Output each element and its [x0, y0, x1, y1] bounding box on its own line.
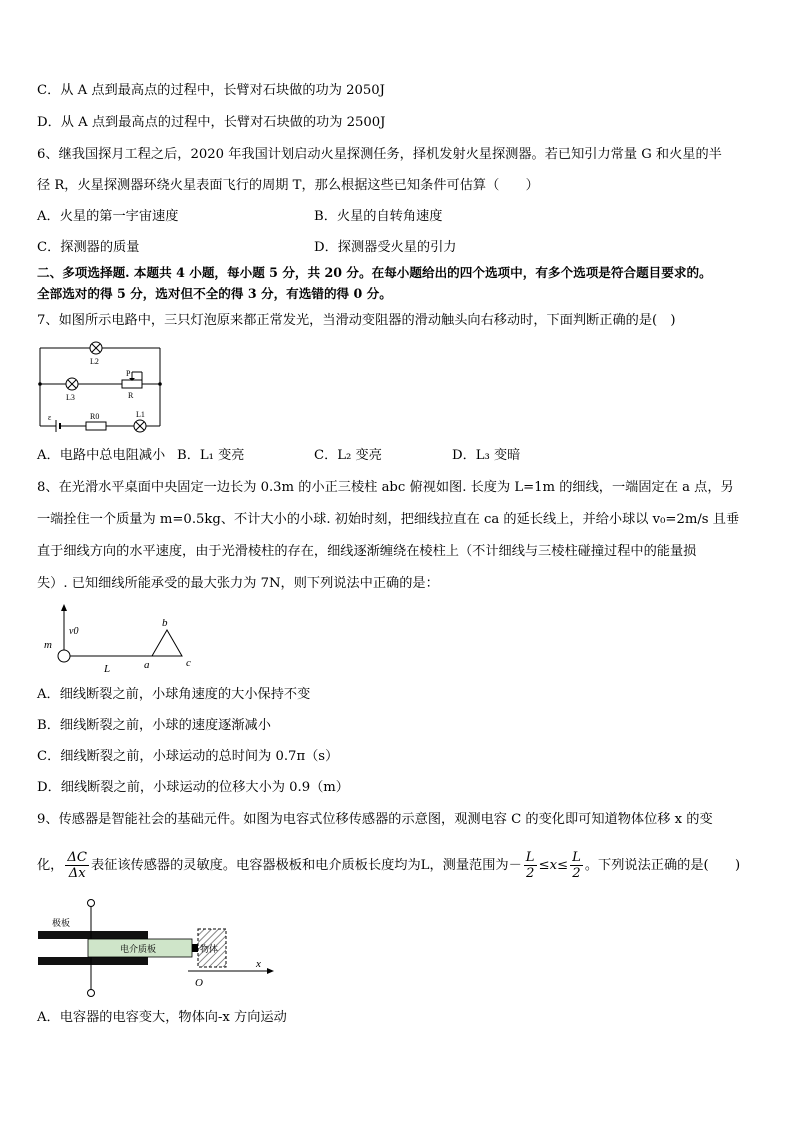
- q8-label-b: b: [162, 617, 168, 629]
- q9-frac2-numerator: L: [525, 850, 535, 865]
- q8-prism-diagram: [40, 604, 200, 674]
- q9-range-middle: ≤x≤: [538, 858, 569, 873]
- q6-stem-line-1: 6、继我国探月工程之后，2020 年我国计划启动火星探测任务，择机发射火星探测器。若已知引力常量 G 和火星的半: [37, 147, 722, 162]
- q7-circuit-diagram: [30, 336, 170, 441]
- q9-option-a: A．电容器的电容变大，物体向-x 方向运动: [37, 1010, 287, 1025]
- q6-option-d: D．探测器受火星的引力: [314, 240, 457, 255]
- q7-label-emf: ε: [48, 413, 52, 422]
- q8-stem-line-4: 失）. 已知细线所能承受的最大张力为 7N，则下列说法中正确的是：: [37, 576, 439, 591]
- q8-label-l: L: [104, 663, 111, 675]
- q6-option-b: B．火星的自转角速度: [314, 209, 443, 224]
- q9-text-mid: 表征该传感器的灵敏度。电容器极板和电介质板长度均为L，测量范围为－: [91, 858, 522, 873]
- q9-frac3-numerator: L: [572, 850, 581, 865]
- q7-option-d: D．L₃ 变暗: [452, 448, 521, 463]
- q7-option-a: A．电路中总电阻减小: [37, 448, 166, 463]
- q8-stem-line-2: 一端拴住一个质量为 m=0.5kg、不计大小的小球. 初始时刻，把细线拉直在 ca 的延长线上，并给小球以 v₀=2m/s 且垂: [37, 512, 740, 527]
- q9-label-dielectric: 电介质板: [120, 944, 157, 954]
- q8-stem-line-1: 8、在光滑水平桌面中央固定一边长为 0.3m 的小正三棱柱 abc 俯视如图. 长度为 L=1m 的细线，一端固定在 a 点，另: [37, 480, 734, 495]
- q6-option-a: A．火星的第一宇宙速度: [37, 209, 179, 224]
- q8-label-m: m: [44, 639, 52, 651]
- q9-label-x-axis: x: [256, 958, 261, 970]
- q7-label-r: R: [128, 391, 134, 400]
- q8-option-d: D．细线断裂之前，小球运动的位移大小为 0.9（m）: [37, 780, 349, 795]
- q8-label-v0: v0: [69, 626, 79, 637]
- q7-label-p: P: [126, 369, 131, 378]
- q9-frac1-denominator: Δx: [68, 866, 86, 881]
- q9-frac1-numerator: ΔC: [67, 850, 87, 865]
- q6-stem-line-2: 径 R，火星探测器环绕火星表面飞行的周期 T，那么根据这些已知条件可估算（ ）: [37, 178, 539, 193]
- q7-stem: 7、如图所示电路中，三只灯泡原来都正常发光，当滑动变阻器的滑动触头向右移动时，下面判断正确的是( ): [37, 313, 676, 328]
- q9-text-pre: 化，: [37, 858, 64, 873]
- q8-option-b: B．细线断裂之前，小球的速度逐渐减小: [37, 718, 271, 733]
- q5-option-c: C．从 A 点到最高点的过程中，长臂对石块做的功为 2050J: [37, 83, 385, 98]
- q9-range-lower-fraction: [524, 850, 537, 881]
- q9-stem-line-1: 9、传感器是智能社会的基础元件。如图为电容式位移传感器的示意图，观测电容 C 的变化即可知道物体位移 x 的变: [37, 812, 713, 827]
- section2-heading-line-2: 全部选对的得 5 分，选对但不全的得 3 分，有选错的得 0 分。: [37, 286, 392, 301]
- section2-heading-line-1: 二、多项选择题. 本题共 4 小题，每小题 5 分，共 20 分。在每小题给出的四个选项中，有多个选项是符合题目要求的。: [37, 265, 712, 280]
- q9-frac3-denominator: 2: [572, 866, 581, 881]
- q9-label-plate: 极板: [52, 918, 71, 928]
- q7-label-l1: L1: [136, 410, 145, 419]
- q6-option-c: C．探测器的质量: [37, 240, 140, 255]
- q8-option-a: A．细线断裂之前，小球角速度的大小保持不变: [37, 687, 311, 702]
- q8-option-c: C．细线断裂之前，小球运动的总时间为 0.7π（s）: [37, 749, 339, 764]
- q8-stem-line-3: 直于细线方向的水平速度，由于光滑棱柱的存在，细线逐渐缠绕在棱柱上（不计细线与三棱柱碰撞过程中的能量损: [37, 544, 697, 559]
- q7-label-r0: R0: [90, 412, 100, 421]
- q9-label-origin: O: [195, 977, 203, 989]
- q7-option-b: B．L₁ 变亮: [177, 448, 245, 463]
- q8-label-a: a: [144, 659, 150, 671]
- q8-label-c: c: [186, 657, 191, 669]
- q5-option-d: D．从 A 点到最高点的过程中，长臂对石块做的功为 2500J: [37, 115, 386, 130]
- q9-label-object: 物体: [200, 944, 219, 954]
- q9-text-post: 。下列说法正确的是( ): [584, 858, 741, 873]
- q7-label-l3: L3: [66, 393, 75, 402]
- q9-stem-line-2: [37, 848, 740, 884]
- q9-capacitive-sensor-diagram: [38, 897, 278, 999]
- q9-frac2-denominator: 2: [525, 866, 535, 881]
- q9-sensitivity-fraction: [65, 850, 89, 881]
- q7-option-c: C．L₂ 变亮: [314, 448, 382, 463]
- q9-range-upper-fraction: [570, 850, 583, 881]
- q7-label-l2: L2: [90, 357, 99, 366]
